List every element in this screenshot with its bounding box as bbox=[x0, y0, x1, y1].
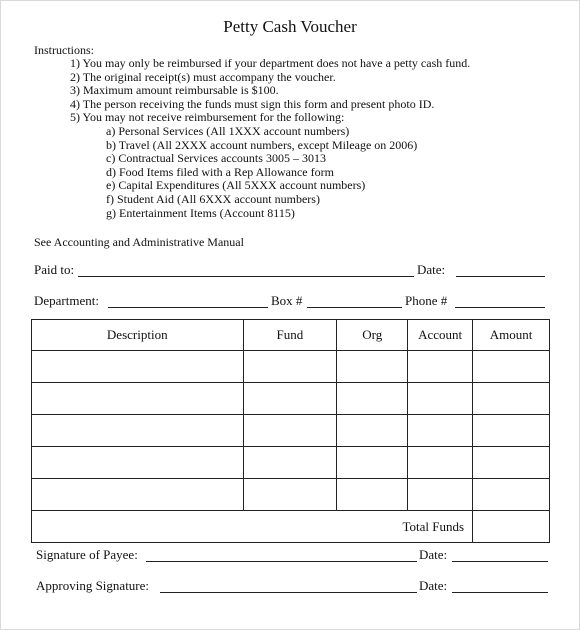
org-cell[interactable] bbox=[337, 479, 408, 511]
table-row bbox=[32, 351, 550, 383]
description-cell[interactable] bbox=[32, 351, 244, 383]
fund-cell[interactable] bbox=[243, 447, 337, 479]
box-label: Box # bbox=[271, 293, 303, 308]
account-cell[interactable] bbox=[408, 351, 473, 383]
fund-cell[interactable] bbox=[243, 351, 337, 383]
org-cell[interactable] bbox=[337, 351, 408, 383]
approving-date-field[interactable] bbox=[452, 592, 548, 593]
table-header-row bbox=[32, 320, 550, 351]
description-cell[interactable] bbox=[32, 383, 244, 415]
column-header-amount: Amount bbox=[473, 320, 550, 351]
account-cell[interactable] bbox=[408, 447, 473, 479]
fund-cell[interactable] bbox=[243, 479, 337, 511]
total-row bbox=[32, 511, 550, 543]
instructions-list bbox=[70, 57, 470, 220]
approving-signature-row bbox=[36, 578, 550, 596]
paid-to-label: Paid to: bbox=[34, 262, 75, 277]
amount-cell[interactable] bbox=[473, 415, 550, 447]
date-field[interactable] bbox=[456, 276, 545, 277]
payee-signature-row bbox=[36, 547, 550, 565]
column-header-description: Description bbox=[32, 320, 244, 351]
excluded-items-list bbox=[70, 125, 470, 220]
table-row bbox=[32, 415, 550, 447]
amount-cell[interactable] bbox=[473, 383, 550, 415]
box-field[interactable] bbox=[307, 307, 402, 308]
form-title: Petty Cash Voucher bbox=[223, 17, 357, 36]
instruction-item: 1) You may only be reimbursed if your department does not have a petty cash fund. bbox=[70, 56, 471, 70]
excluded-items-group bbox=[70, 125, 470, 220]
approving-signature-field[interactable] bbox=[160, 592, 417, 593]
date-label: Date: bbox=[417, 262, 446, 277]
table-row bbox=[32, 479, 550, 511]
description-cell[interactable] bbox=[32, 447, 244, 479]
instruction-item: 5) You may not receive reimbursement for the following: bbox=[70, 110, 345, 125]
payee-date-field[interactable] bbox=[452, 561, 548, 562]
phone-field[interactable] bbox=[455, 307, 545, 308]
column-header-org: Org bbox=[337, 320, 408, 351]
paid-to-row bbox=[34, 262, 550, 280]
paid-to-field[interactable] bbox=[78, 276, 414, 277]
account-cell[interactable] bbox=[408, 479, 473, 511]
excluded-item: a) Personal Services (All 1XXX account numbers) bbox=[106, 123, 350, 138]
amount-cell[interactable] bbox=[473, 447, 550, 479]
table-row bbox=[32, 447, 550, 479]
excluded-item: d) Food Items filed with a Rep Allowance form bbox=[106, 164, 334, 179]
excluded-item: g) Entertainment Items (Account 8115) bbox=[106, 205, 295, 220]
excluded-item: f) Student Aid (All 6XXX account numbers) bbox=[106, 191, 320, 206]
department-row bbox=[34, 293, 550, 311]
account-cell[interactable] bbox=[408, 383, 473, 415]
fund-cell[interactable] bbox=[243, 415, 337, 447]
column-header-account: Account bbox=[408, 320, 473, 351]
phone-label: Phone # bbox=[405, 293, 448, 308]
excluded-item: c) Contractual Services accounts 3005 – 3013 bbox=[106, 151, 326, 166]
org-cell[interactable] bbox=[337, 415, 408, 447]
amount-cell[interactable] bbox=[473, 351, 550, 383]
approving-signature-label: Approving Signature: bbox=[36, 578, 150, 593]
total-funds-cell[interactable] bbox=[473, 511, 550, 543]
approving-date-label: Date: bbox=[419, 578, 448, 593]
payee-signature-field[interactable] bbox=[146, 561, 417, 562]
column-header-fund: Fund bbox=[243, 320, 337, 351]
excluded-item: e) Capital Expenditures (All 5XXX account numbers) bbox=[106, 178, 366, 193]
org-cell[interactable] bbox=[337, 447, 408, 479]
table-row bbox=[32, 383, 550, 415]
expense-table bbox=[31, 319, 550, 543]
instructions-heading: Instructions: bbox=[34, 43, 94, 57]
account-cell[interactable] bbox=[408, 415, 473, 447]
instruction-item: 4) The person receiving the funds must sign this form and present photo ID. bbox=[70, 96, 435, 111]
total-funds-label: Total Funds bbox=[32, 511, 473, 543]
payee-signature-label: Signature of Payee: bbox=[36, 547, 138, 562]
instruction-item: 2) The original receipt(s) must accompany the voucher. bbox=[70, 69, 336, 84]
description-cell[interactable] bbox=[32, 415, 244, 447]
amount-cell[interactable] bbox=[473, 479, 550, 511]
payee-date-label: Date: bbox=[419, 547, 448, 562]
fund-cell[interactable] bbox=[243, 383, 337, 415]
department-field[interactable] bbox=[108, 307, 268, 308]
description-cell[interactable] bbox=[32, 479, 244, 511]
department-label: Department: bbox=[34, 293, 99, 308]
org-cell[interactable] bbox=[337, 383, 408, 415]
manual-reference: See Accounting and Administrative Manual bbox=[34, 235, 244, 249]
excluded-item: b) Travel (All 2XXX account numbers, except Mileage on 2006) bbox=[106, 137, 418, 152]
instruction-item: 3) Maximum amount reimbursable is $100. bbox=[70, 83, 279, 98]
